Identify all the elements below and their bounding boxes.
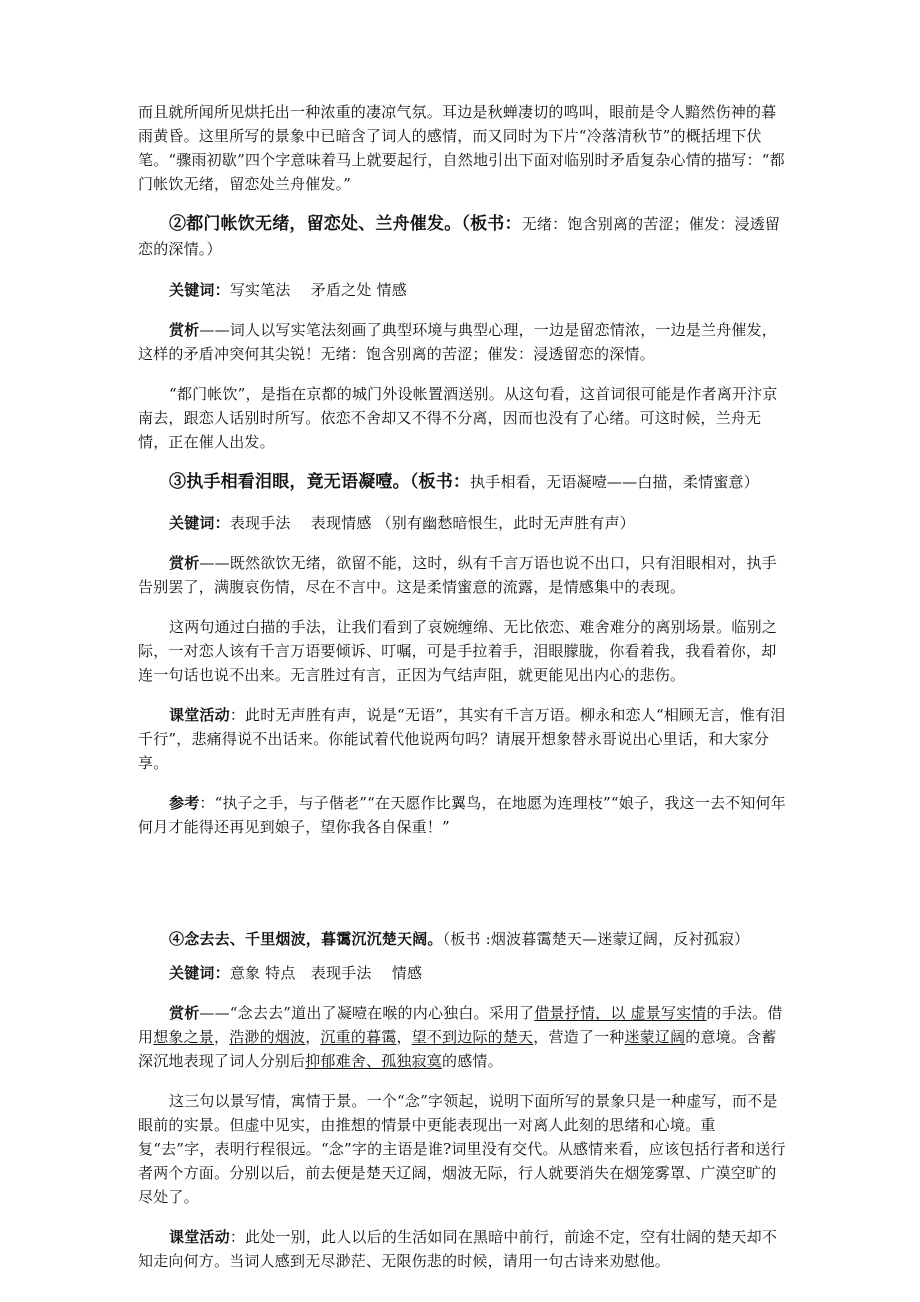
analysis-text: ，营造了一种 xyxy=(533,1028,625,1046)
underlined-phrase: 望不到边际的楚天 xyxy=(411,1028,534,1046)
analysis-label: 赏析 xyxy=(169,554,200,572)
underlined-phrase: 抑郁难舍、孤独寂寞 xyxy=(305,1052,443,1070)
activity-label: 课堂活动 xyxy=(169,1228,230,1246)
section-2-title: ②都门帐饮无绪，留恋处、兰舟催发。 xyxy=(169,214,462,234)
reference-text: ：“执子之手，与子偕老”“在天愿作比翼鸟，在地愿为连理枝”“娘子，我这一去不知何年何月才能得还再见到娘子，望你我各自保重！” xyxy=(138,794,786,836)
analysis-label: 赏析 xyxy=(169,1004,200,1022)
reference-label: 参考 xyxy=(169,794,200,812)
analysis-text: ——“念去去”道出了凝噎在喉的内心独白。采用了 xyxy=(199,1004,535,1022)
document-page xyxy=(138,100,788,1273)
section-2-board-text: 无绪：饱含别离的苦涩；催发：浸透留恋的深情。） xyxy=(138,215,781,258)
keywords-text: 表现手法 表现情感 （别有幽愁暗恨生，此时无声胜有声） xyxy=(229,514,635,532)
keywords-text: 写实笔法 矛盾之处 情感 xyxy=(229,281,407,299)
section-2-board-label: （板书： xyxy=(461,214,522,234)
section-3-keywords xyxy=(138,511,788,535)
section-2-analysis xyxy=(138,318,788,366)
keywords-label: 关键词： xyxy=(169,964,230,982)
activity-text: ：此处一别，此人以后的生活如同在黑暗中前行，前途不定，空有壮阔的楚天却不知走向何方。当词人感到无尽渺茫、无限伤悲的时候，请用一句古诗来劝慰他。 xyxy=(138,1228,778,1270)
analysis-label: 赏析 xyxy=(169,321,200,339)
underlined-phrase: 借景抒情，以 虚景写实情 xyxy=(534,1004,707,1022)
section-4-note: 这三句以景写情，寓情于景。一个“念”字领起，说明下面所写的景象只是一种虚写，而不是眼前的实景。但虚中见实，由推想的情景中更能表现出一对离人此刻的思绪和心境。重复“去”字，表明行程很远。“念”字的主语是谁?词里没有交代。从感情来看，应该包括行者和送行者两个方面。分别以后，前去便是楚天辽阔，烟波无际，行人就要消失在烟笼雾罩、广漠空旷的尽处了。 xyxy=(138,1092,786,1206)
analysis-text: 的手法。借用 xyxy=(138,1004,783,1046)
section-3-activity xyxy=(138,703,788,775)
section-3-board-text: 执手相看，无语凝噎——白描，柔情蜜意） xyxy=(470,473,759,491)
keywords-label: 关键词： xyxy=(169,281,230,299)
section-4-activity xyxy=(138,1225,788,1273)
underlined-phrase: 迷蒙辽阔 xyxy=(624,1028,686,1046)
paragraph-intro: 而且就所闻所见烘托出一种浓重的凄凉气氛。耳边是秋蝉凄切的鸣叫，眼前是令人黯然伤神的暮雨黄昏。这里所写的景象中已暗含了词人的感情，而又同时为下片“冷落清秋节”的概括埋下伏笔。“骤雨初歇”四个字意味着马上就要起行，自然地引出下面对临别时矛盾复杂心情的描写：“都门帐饮无绪，留恋处兰舟催发。” xyxy=(138,103,785,193)
activity-text: ：此时无声胜有声，说是“无语”，其实有千言万语。柳永和恋人“相顾无言，惟有泪千行”，悲痛得说不出话来。你能试着代他说两句吗？请展开想象替永哥说出心里话，和大家分享。 xyxy=(138,706,786,772)
section-4-board: （板书 :烟波暮霭楚天—迷蒙辽阔，反衬孤寂） xyxy=(442,930,750,948)
analysis-text: 的感情。 xyxy=(442,1052,503,1070)
keywords-text: 意象 特点 表现手法 情感 xyxy=(229,964,423,982)
analysis-text: ——既然欲饮无绪，欲留不能，这时，纵有千言万语也说不出口，只有泪眼相对，执手告别罢了，满腹哀伤情，尽在不言中。这是柔情蜜意的流露，是情感集中的表现。 xyxy=(138,554,778,596)
analysis-text: ——词人以写实笔法刻画了典型环境与典型心理，一边是留恋情浓，一边是兰舟催发，这样的矛盾冲突何其尖锐！无绪：饱含别离的苦涩；催发：浸透留恋的深情。 xyxy=(138,321,778,363)
section-3-title: ③执手相看泪眼，竟无语凝噎。 xyxy=(169,472,410,492)
section-4-title: ④念去去、千里烟波，暮霭沉沉楚天阔。 xyxy=(169,930,443,948)
keywords-label: 关键词： xyxy=(169,514,230,532)
underlined-phrase: 沉重的暮霭 xyxy=(320,1028,397,1046)
page-gap xyxy=(138,839,788,911)
section-3-heading xyxy=(138,470,788,495)
section-2-keywords xyxy=(138,278,788,302)
section-3-board-label: （板书： xyxy=(409,472,471,492)
underlined-phrase: 想象之景 xyxy=(153,1028,215,1046)
analysis-text: 的意境。含蓄深沉地表现了词人分别后 xyxy=(138,1028,777,1070)
section-4-analysis xyxy=(138,1001,788,1073)
section-2-note: “都门帐饮”，是指在京都的城门外设帐置酒送别。从这句看，这首词很可能是作者离开汴京南去，跟恋人话别时所写。依恋不舍却又不得不分离，因而也没有了心绪。可这时候，兰舟无情，正在催人出发。 xyxy=(138,385,778,451)
section-3-note: 这两句通过白描的手法，让我们看到了哀婉缠绵、无比依恋、难舍难分的离别场景。临别之际，一对恋人该有千言万语要倾诉、叮嘱，可是手拉着手，泪眼朦胧，你看着我，我看着你，却连一句话也说不出来。无言胜过有言，正因为气结声阻，就更能见出内心的悲伤。 xyxy=(138,618,778,684)
section-3-reference xyxy=(138,791,788,839)
analysis-text: ， xyxy=(305,1028,321,1046)
section-4-heading xyxy=(138,927,788,951)
underlined-phrase: 浩渺的烟波 xyxy=(229,1028,306,1046)
section-4-keywords xyxy=(138,961,788,985)
activity-label: 课堂活动 xyxy=(169,706,230,724)
analysis-text: ， xyxy=(396,1028,412,1046)
section-3-analysis xyxy=(138,551,788,599)
analysis-text: ， xyxy=(214,1028,230,1046)
section-2-heading xyxy=(138,212,788,262)
